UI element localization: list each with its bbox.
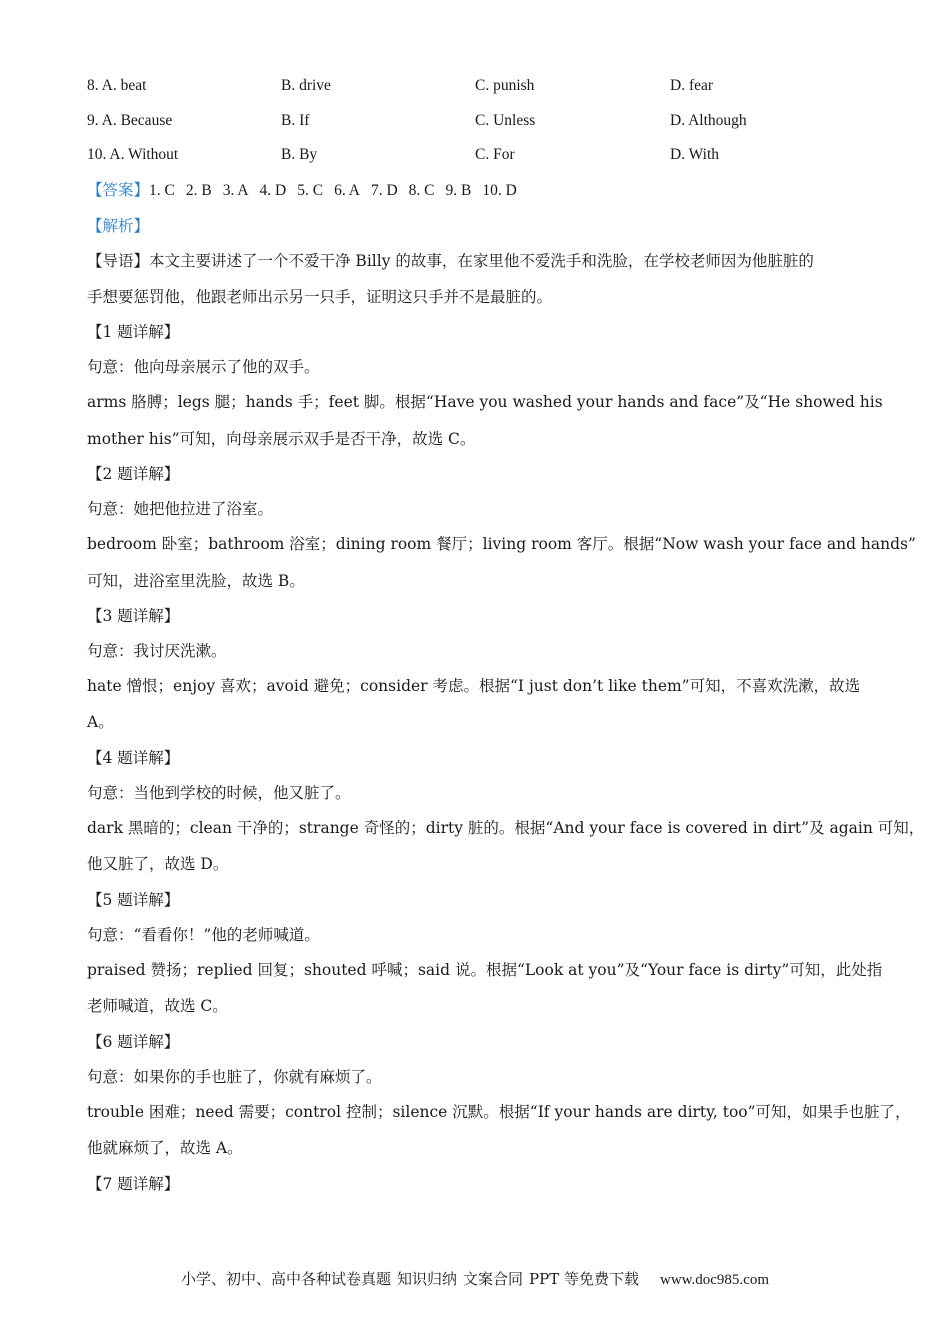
answer-item: 4. D — [259, 182, 287, 199]
sentence-meaning: 句意：如果你的手也脏了，你就有麻烦了。 — [87, 1068, 382, 1086]
explanation-line: 他又脏了，故选 D。 — [87, 855, 229, 873]
sentence-meaning: 句意：他向母亲展示了他的双手。 — [87, 358, 320, 376]
explanation-line: bedroom 卧室；bathroom 浴室；dining room 餐厅；living room 客厅。根据“Now wash your face and hands” — [87, 535, 916, 553]
explanation-line: 可知，进浴室里洗脸，故选 B。 — [87, 572, 305, 590]
explanation-line: trouble 困难；need 需要；control 控制；silence 沉默。根据“If your hands are dirty, too”可知，如果手也脏了， — [87, 1103, 911, 1121]
footer-text: 小学、初中、高中各种试卷真题 — [180, 1270, 391, 1288]
intro-line: 手想要惩罚他，他跟老师出示另一只手，证明这只手并不是最脏的。 — [87, 288, 553, 306]
sentence-meaning: 句意：“看看你！”他的老师喊道。 — [87, 926, 320, 944]
answer-item: 10. D — [482, 182, 517, 199]
explanation-line: mother his”可知，向母亲展示双手是否干净，故选 C。 — [87, 430, 476, 448]
option-b: B. By — [281, 146, 318, 163]
answer-item: 8. C — [408, 182, 435, 199]
option-c: C. Unless — [475, 112, 536, 129]
explanation-line: 他就麻烦了，故选 A。 — [87, 1139, 243, 1157]
answer-item: 9. B — [445, 182, 472, 199]
option-d: D. Although — [670, 112, 747, 129]
section-heading: 【3 题详解】 — [87, 607, 180, 625]
answer-item: 1. C — [149, 182, 175, 199]
option-c: C. For — [475, 146, 515, 163]
explanation-line: dark 黑暗的；clean 干净的；strange 奇怪的；dirty 脏的。根据“And your face is covered in dirt”及 again 可知， — [87, 819, 925, 837]
option-b: B. If — [281, 112, 310, 129]
option-b: B. drive — [281, 77, 331, 94]
footer-text: 知识归纳 — [397, 1270, 458, 1288]
analysis-tag: 【解析】 — [87, 217, 150, 235]
section-heading: 【1 题详解】 — [87, 323, 180, 341]
sentence-meaning: 句意：当他到学校的时候，他又脏了。 — [87, 784, 351, 802]
intro-line: 【导语】本文主要讲述了一个不爱干净 Billy 的故事，在家里他不爱洗手和洗脸，在学校老师因为他脏脏的 — [87, 252, 814, 270]
answer-item: 6. A — [334, 182, 360, 199]
section-heading: 【7 题详解】 — [87, 1175, 180, 1193]
section-heading: 【2 题详解】 — [87, 465, 180, 483]
explanation-line: 老师喊道，故选 C。 — [87, 997, 228, 1015]
sentence-meaning: 句意：她把他拉进了浴室。 — [87, 500, 274, 518]
answer-tag: 【答案】 — [87, 181, 150, 199]
explanation-line: praised 赞扬；replied 回复；shouted 呼喊；said 说。根据“Look at you”及“Your face is dirty”可知，此处指 — [87, 961, 883, 979]
footer-text: PPT 等免费下载 — [529, 1270, 639, 1288]
explanation-line: arms 胳膊；legs 腿；hands 手；feet 脚。根据“Have you washed your hands and face”及“He showed his — [87, 393, 883, 411]
page-footer — [0, 1269, 950, 1290]
answer-item: 2. B — [185, 182, 212, 199]
section-heading: 【6 题详解】 — [87, 1033, 180, 1051]
section-heading: 【4 题详解】 — [87, 749, 180, 767]
answer-item: 7. D — [370, 182, 398, 199]
option-a: 9. A. Because — [87, 112, 173, 129]
option-d: D. fear — [670, 77, 714, 94]
sentence-meaning: 句意：我讨厌洗漱。 — [87, 642, 227, 660]
section-heading: 【5 题详解】 — [87, 891, 180, 909]
option-c: C. punish — [475, 77, 535, 94]
answer-item: 5. C — [297, 182, 324, 199]
option-a: 8. A. beat — [87, 77, 147, 94]
explanation-line: A。 — [87, 713, 114, 731]
answer-item: 3. A — [222, 182, 249, 199]
option-d: D. With — [670, 146, 720, 163]
option-a: 10. A. Without — [87, 146, 179, 163]
footer-website-link[interactable]: www.doc985.com — [660, 1272, 770, 1288]
answer-line — [87, 180, 528, 201]
explanation-line: hate 憎恨；enjoy 喜欢；avoid 避免；consider 考虑。根据“I just don’t like them”可知，不喜欢洗漱，故选 — [87, 677, 861, 695]
footer-text: 文案合同 — [463, 1270, 524, 1288]
